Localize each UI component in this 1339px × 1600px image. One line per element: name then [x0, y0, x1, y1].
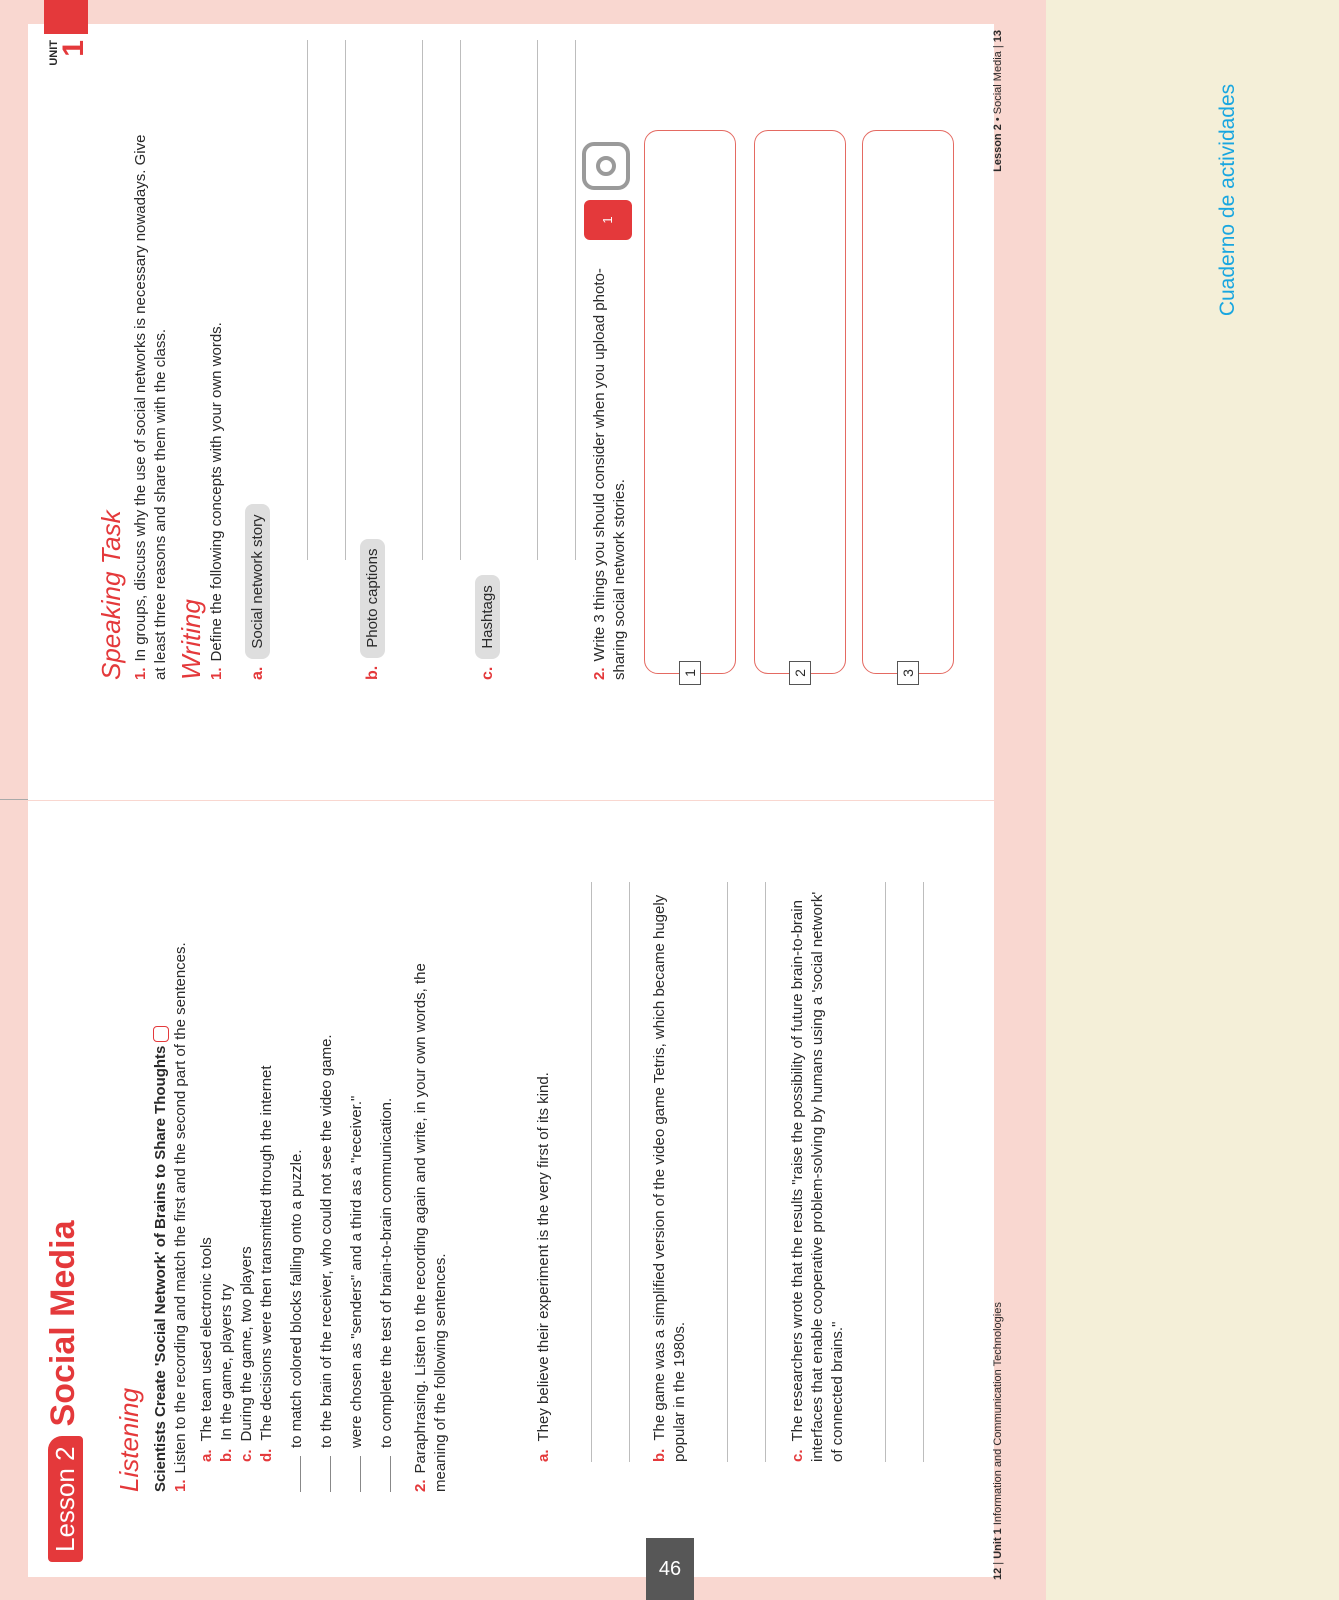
first-part-a: a.The team used electronic tools — [198, 1237, 215, 1462]
side-caption: Cuaderno de actividades — [1216, 83, 1239, 317]
unit-tab — [44, 0, 88, 34]
box-number-1: 1 — [679, 661, 701, 685]
match-blank[interactable] — [360, 1456, 361, 1492]
lesson-tag: Lesson 2 — [48, 1436, 83, 1562]
answer-box-3[interactable] — [862, 130, 954, 677]
concept-c: c.Hashtags — [475, 40, 576, 680]
page-13-content — [30, 30, 1004, 770]
match-blank[interactable] — [300, 1456, 301, 1492]
sentence-c: c.The researchers wrote that the results "raise the possibility of future brain-to-brain interfaces that enable cooperative problem-solving by humans using a 'social network' of connected brains." — [788, 882, 924, 1462]
answer-line[interactable] — [423, 40, 461, 560]
first-part-c: c.During the game, two players — [238, 1246, 255, 1462]
listening-title: Listening — [114, 1387, 144, 1492]
lesson-title: Social Media — [44, 1220, 82, 1427]
writing-q2-text: Write 3 things you should consider when you upload photo-sharing social network stories. — [591, 268, 628, 680]
instagram-icon — [582, 142, 630, 190]
listening-q2-text: Paraphrasing. Listen to the recording again and write, in your own words, the meaning of the following sentences. — [412, 963, 449, 1492]
answer-line[interactable] — [728, 882, 766, 1462]
concept-a: a.Social network story — [245, 40, 346, 680]
listening-section — [114, 932, 451, 1492]
side-panel — [1046, 0, 1339, 1600]
heart-icon: 1 — [584, 200, 632, 240]
page-12-footer: 12 | Unit 1 Information and Communication Technologies — [992, 1302, 1004, 1580]
concept-b-label: Photo captions — [360, 539, 385, 658]
second-part-4: to complete the test of brain-to-brain communication. — [377, 932, 397, 1492]
concept-c-label: Hashtags — [475, 575, 500, 658]
answer-line[interactable] — [538, 40, 576, 560]
page-13-footer: Lesson 2 • Social Media | 13 — [992, 30, 1004, 172]
box-number-3: 3 — [897, 661, 919, 685]
concept-a-label: Social network story — [245, 504, 270, 658]
second-parts-list — [287, 932, 397, 1492]
second-part-1: to match colored blocks falling onto a puzzle. — [287, 932, 307, 1492]
unit-marker: UNIT 1 — [48, 40, 90, 66]
unit-number: 1 — [57, 40, 90, 57]
answer-box-2[interactable] — [754, 130, 846, 677]
lesson-header — [44, 1221, 83, 1563]
listening-q1: 1.Listen to the recording and match the first and the second part of the sentences. — [172, 942, 189, 1492]
page-number: 13 — [992, 30, 1004, 43]
answer-line[interactable] — [308, 40, 346, 560]
article-title: Scientists Create 'Social Network' of Brains to Share Thoughts — [151, 932, 171, 1492]
page-number: 12 — [992, 1567, 1004, 1580]
match-blank[interactable] — [330, 1456, 331, 1492]
first-parts-list — [197, 932, 277, 1462]
answer-line[interactable] — [554, 882, 592, 1462]
writing-q1: 1.Define the following concepts with your own words. — [208, 322, 225, 680]
writing-q1-text: Define the following concepts with your own words. — [208, 322, 225, 662]
answer-line[interactable] — [500, 40, 538, 560]
answer-line[interactable] — [848, 882, 886, 1462]
page-badge: 46 — [646, 1538, 694, 1600]
writing-title: Writing — [176, 599, 206, 680]
speaking-title: Speaking Task — [96, 510, 126, 680]
box-number-2: 2 — [789, 661, 811, 685]
second-part-2: to the brain of the receiver, who could not see the video game. — [317, 932, 337, 1492]
match-blank[interactable] — [390, 1456, 391, 1492]
speaking-item-num: 1. — [132, 667, 149, 680]
answer-line[interactable] — [886, 882, 924, 1462]
speaking-section — [96, 120, 171, 680]
answer-line[interactable] — [690, 882, 728, 1462]
speaking-item-text: In groups, discuss why the use of social networks is necessary nowadays. Give at least three reasons and share them with the class. — [132, 134, 169, 680]
sentence-b: b.The game was a simplified version of the video game Tetris, which became hugely popular in the 1980s. — [650, 882, 766, 1462]
answer-line[interactable] — [270, 40, 308, 560]
sentence-a: a.They believe their experiment is the very first of its kind. — [534, 882, 630, 1462]
writing-q2: 2.Write 3 things you should consider when you upload photo-sharing social network stories. — [591, 268, 628, 680]
speaking-item — [131, 120, 171, 680]
writing-section — [176, 40, 576, 680]
audio-icon[interactable] — [153, 1026, 169, 1042]
answer-line[interactable] — [385, 40, 423, 560]
second-part-3: were chosen as "senders" and a third as a "receiver." — [347, 932, 367, 1492]
answer-line[interactable] — [592, 882, 630, 1462]
listening-q2: 2.Paraphrasing. Listen to the recording again and write, in your own words, the meaning of the following sentences. — [412, 963, 449, 1492]
first-part-d: d.The decisions were then transmitted through the internet — [258, 1065, 275, 1462]
page-12-content — [30, 820, 1004, 1580]
answer-box-1[interactable] — [644, 130, 736, 677]
listening-q1-text: Listen to the recording and match the first and the second part of the sentences. — [172, 942, 189, 1474]
first-part-b: b.In the game, players try — [218, 1283, 235, 1462]
concept-b: b.Photo captions — [360, 40, 461, 680]
